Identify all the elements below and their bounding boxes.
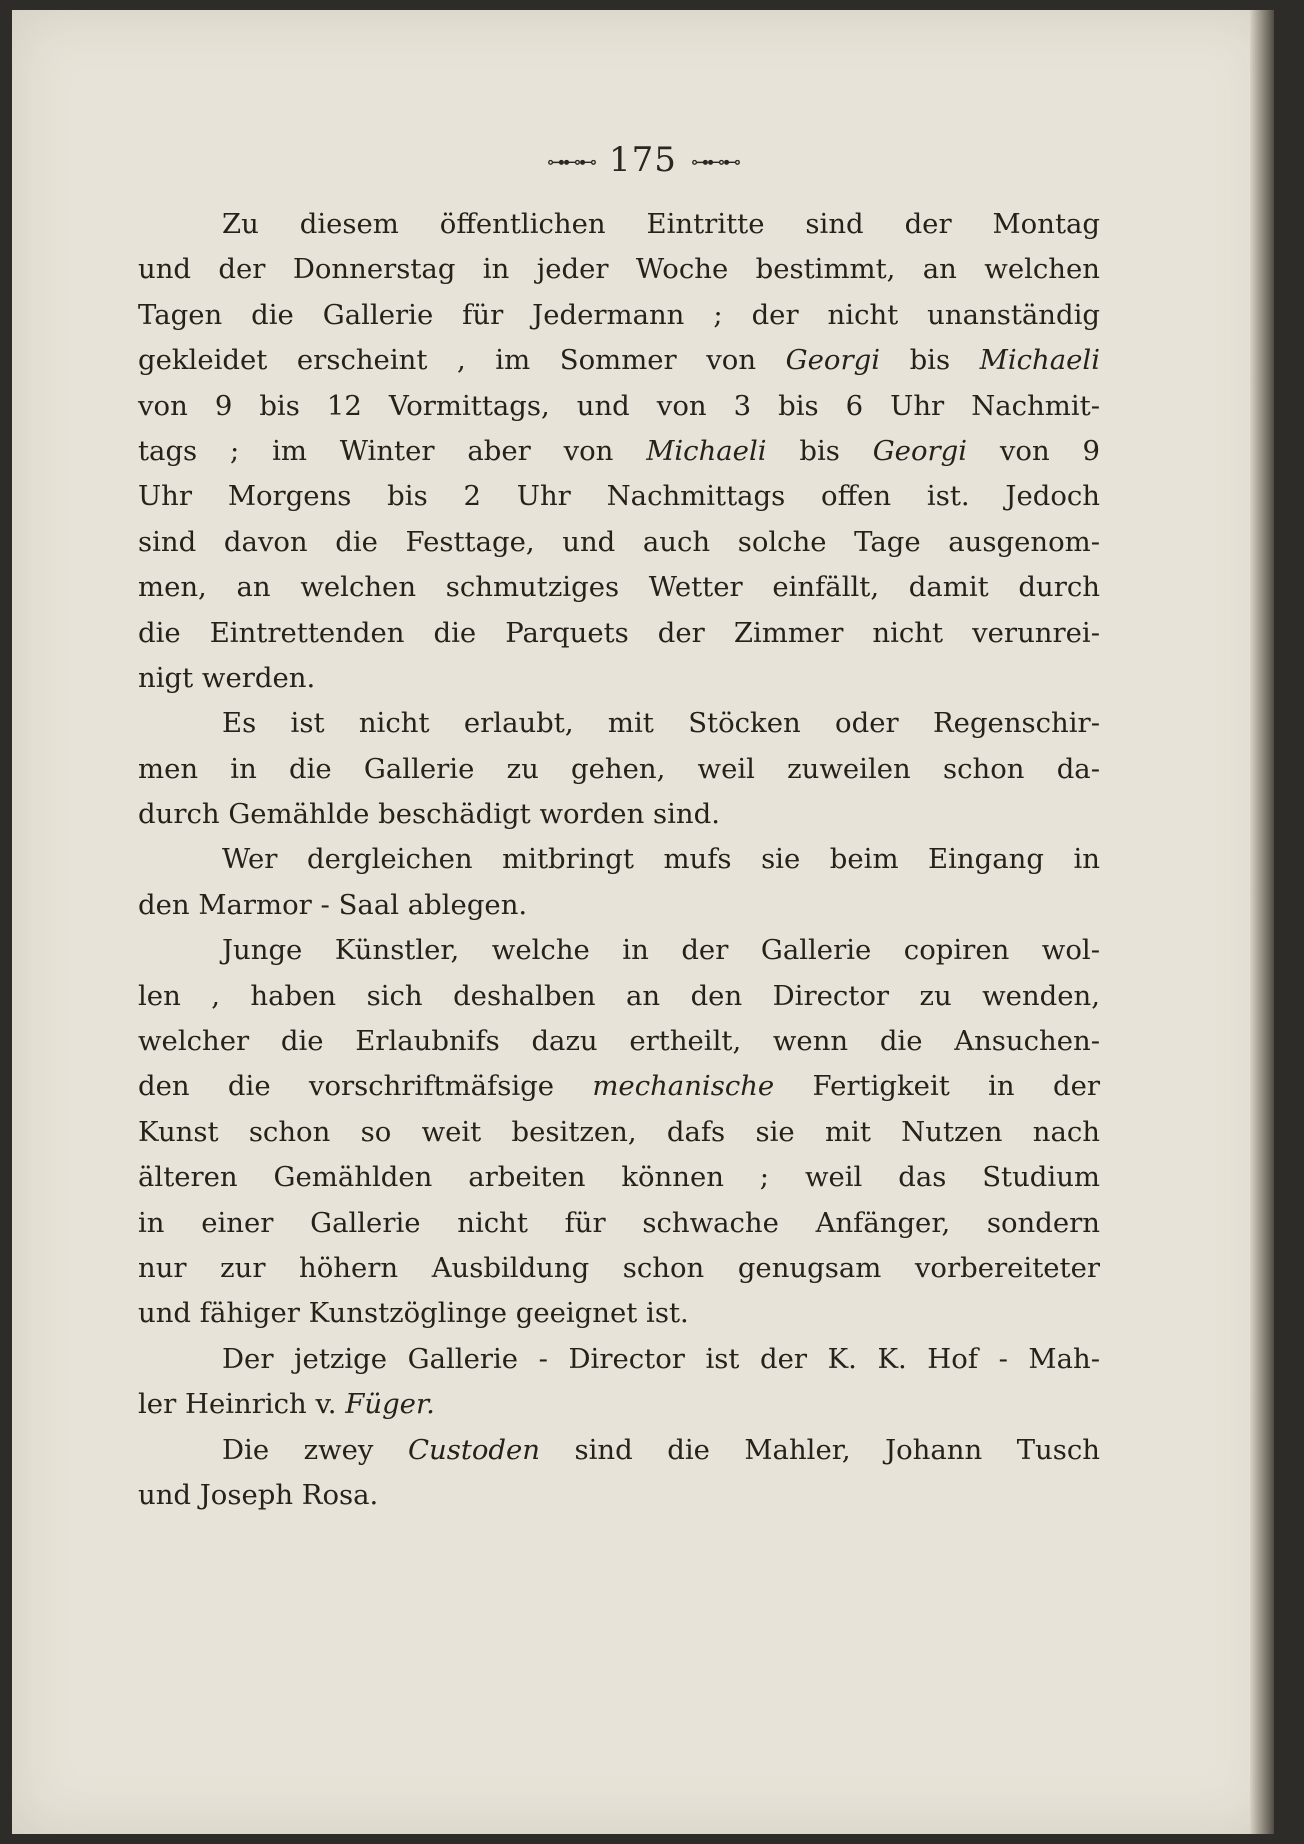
text-line: Wer dergleichen mitbringt mufs sie beim Eingang in bbox=[222, 843, 1100, 876]
text-line: welcher die Erlaubnifs dazu ertheilt, wenn die Ansuchen- bbox=[138, 1025, 1100, 1058]
text-line: tags ; im Winter aber von Michaeli bis Georgi von 9 bbox=[138, 434, 1100, 467]
text-line: nigt werden. bbox=[138, 661, 316, 694]
text-line: durch Gemählde beschädigt worden sind. bbox=[138, 798, 720, 831]
text-line: in einer Gallerie nicht für schwache Anfänger, sondern bbox=[138, 1206, 1100, 1239]
text-line: und fähiger Kunstzöglinge geeignet ist. bbox=[138, 1297, 689, 1330]
text-line: Uhr Morgens bis 2 Uhr Nachmittags offen ist. Jedoch bbox=[138, 480, 1100, 513]
text-line: Zu diesem öffentlichen Eintritte sind der Montag bbox=[222, 208, 1100, 240]
page-number: 175 bbox=[609, 140, 677, 180]
text-line: Kunst schon so weit besitzen, dafs sie mit Nutzen nach bbox=[138, 1115, 1100, 1148]
page-edge bbox=[1250, 10, 1274, 1834]
text-line: den die vorschriftmäfsige mechanische Fertigkeit in der bbox=[138, 1070, 1100, 1103]
text-line: Tagen die Gallerie für Jedermann ; der nicht unanständig bbox=[138, 298, 1100, 331]
text-line: und Joseph Rosa. bbox=[138, 1478, 379, 1511]
text-line: gekleidet erscheint , im Sommer von Georgi bis Michaeli bbox=[138, 344, 1100, 377]
text-line: ler Heinrich v. Füger. bbox=[138, 1388, 435, 1421]
text-line: von 9 bis 12 Vormittags, und von 3 bis 6 Uhr Nachmit- bbox=[138, 389, 1100, 422]
text-line: älteren Gemählden arbeiten können ; weil das Studium bbox=[138, 1161, 1100, 1194]
italic-term: Füger. bbox=[345, 1388, 435, 1421]
text-line: sind davon die Festtage, und auch solche Tage ausgenom- bbox=[138, 525, 1100, 558]
text-line: die Eintrettenden die Parquets der Zimmer nicht verunrei- bbox=[138, 616, 1100, 649]
text-line: men in die Gallerie zu gehen, weil zuweilen schon da- bbox=[138, 752, 1100, 785]
italic-term: mechanische bbox=[592, 1070, 775, 1103]
header-ornament-right: ⊶⊷⊷ bbox=[690, 151, 739, 173]
text-line: Der jetzige Gallerie - Director ist der K. K. Hof - Mah- bbox=[222, 1342, 1100, 1375]
italic-term: Michaeli bbox=[979, 344, 1100, 377]
text-line: Die zwey Custoden sind die Mahler, Johann Tusch bbox=[222, 1433, 1100, 1466]
text-line: den Marmor - Saal ablegen. bbox=[138, 888, 528, 921]
text-line: men, an welchen schmutziges Wetter einfällt, damit durch bbox=[138, 571, 1100, 604]
italic-term: Custoden bbox=[407, 1433, 541, 1466]
page-header bbox=[12, 140, 1274, 180]
text-line: Junge Künstler, welche in der Gallerie copiren wol- bbox=[222, 934, 1100, 967]
body-text bbox=[138, 202, 1100, 1518]
text-line: nur zur höhern Ausbildung schon genugsam vorbereiteter bbox=[138, 1251, 1100, 1284]
italic-term: Michaeli bbox=[646, 434, 767, 467]
italic-term: Georgi bbox=[785, 344, 880, 377]
header-ornament-left: ⊶⊷⊷ bbox=[547, 151, 596, 173]
text-line: und der Donnerstag in jeder Woche bestimmt, an welchen bbox=[138, 253, 1100, 286]
text-line: len , haben sich deshalben an den Director zu wenden, bbox=[138, 979, 1100, 1012]
italic-term: Georgi bbox=[872, 434, 968, 467]
book-page bbox=[12, 10, 1274, 1834]
text-line: Es ist nicht erlaubt, mit Stöcken oder Regenschir- bbox=[222, 707, 1100, 740]
